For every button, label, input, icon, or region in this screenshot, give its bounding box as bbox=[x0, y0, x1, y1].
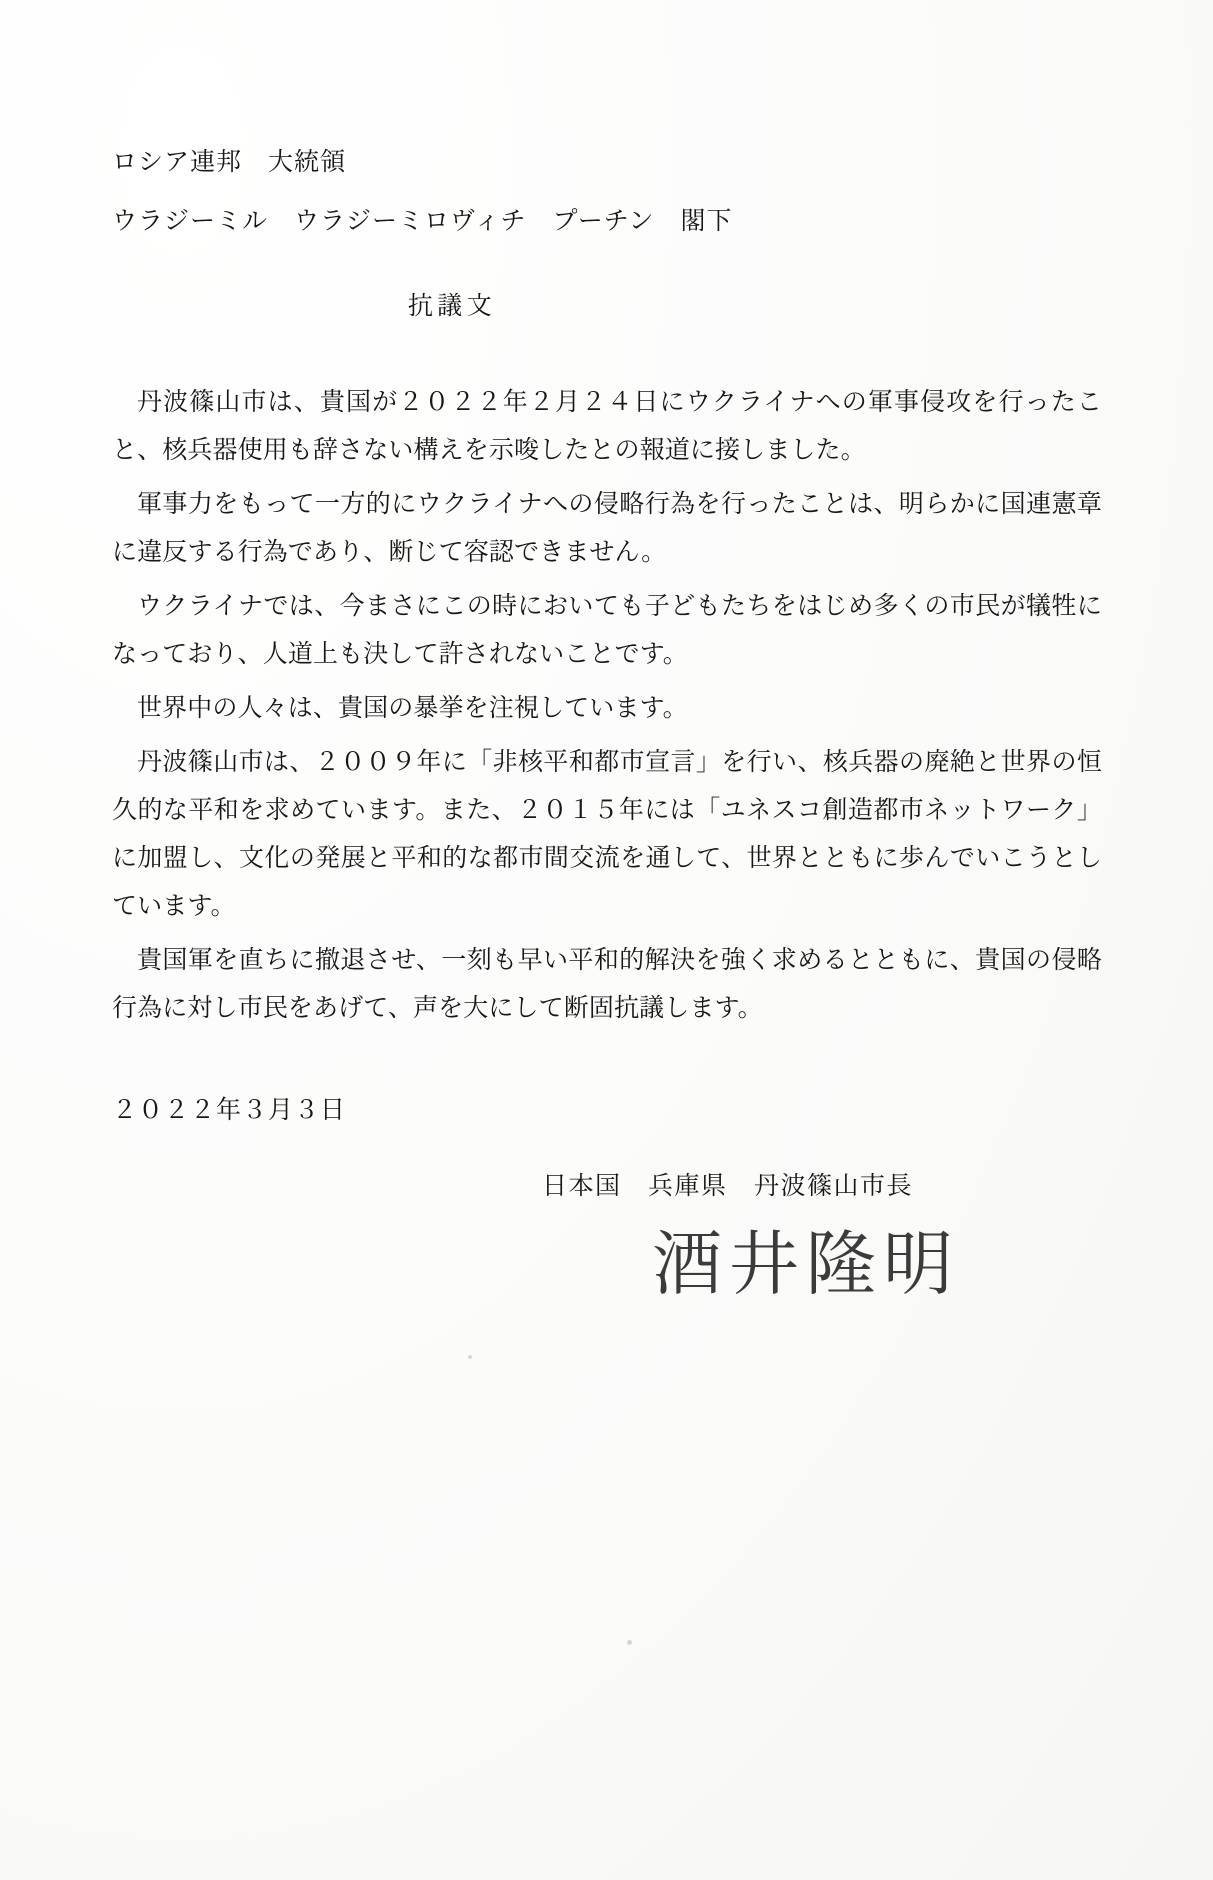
paper-speck bbox=[627, 1640, 632, 1645]
body-paragraph: ウクライナでは、今まさにこの時においても子どもたちをはじめ多くの市民が犠牲になっており、人道上も決して許されないことです。 bbox=[112, 592, 1102, 668]
body-paragraph: 世界中の人々は、貴国の暴挙を注視しています。 bbox=[137, 694, 688, 722]
signature-area bbox=[112, 1208, 1102, 1338]
body-paragraph: 軍事力をもって一方的にウクライナへの侵略行為を行ったことは、明らかに国連憲章に違反する行為であり、断じて容認できません。 bbox=[112, 490, 1102, 566]
handwritten-signature bbox=[652, 1208, 960, 1309]
date-line: ２０２２年３月３日 bbox=[112, 1096, 347, 1124]
signature-name: 酒井隆明 bbox=[652, 1227, 960, 1304]
letter-body bbox=[112, 150, 1102, 1338]
body-paragraph: 貴国軍を直ちに撤退させ、一刻も早い平和的解決を強く求めるとともに、貴国の侵略行為に対し市民をあげて、声を大にして断固抗議します。 bbox=[112, 946, 1102, 1022]
addressee-line-2: ウラジーミル ウラジーミロヴィチ プーチン 閣下 bbox=[112, 207, 733, 235]
page-title: 抗議文 bbox=[407, 292, 497, 320]
signer-title: 日本国 兵庫県 丹波篠山市長 bbox=[542, 1172, 914, 1200]
body-paragraph: 丹波篠山市は、貴国が２０２２年２月２４日にウクライナへの軍事侵攻を行ったこと、核兵器使用も辞さない構えを示唆したとの報道に接しました。 bbox=[112, 388, 1102, 464]
body-paragraph: 丹波篠山市は、２００９年に「非核平和都市宣言」を行い、核兵器の廃絶と世界の恒久的な平和を求めています。また、２０１５年には「ユネスコ創造都市ネットワーク」に加盟し、文化の発展と平和的な都市間交流を通して、世界とともに歩んでいこうとしています。 bbox=[112, 748, 1102, 920]
paper-speck bbox=[468, 1355, 472, 1359]
addressee-line-1: ロシア連邦 大統領 bbox=[112, 148, 347, 176]
